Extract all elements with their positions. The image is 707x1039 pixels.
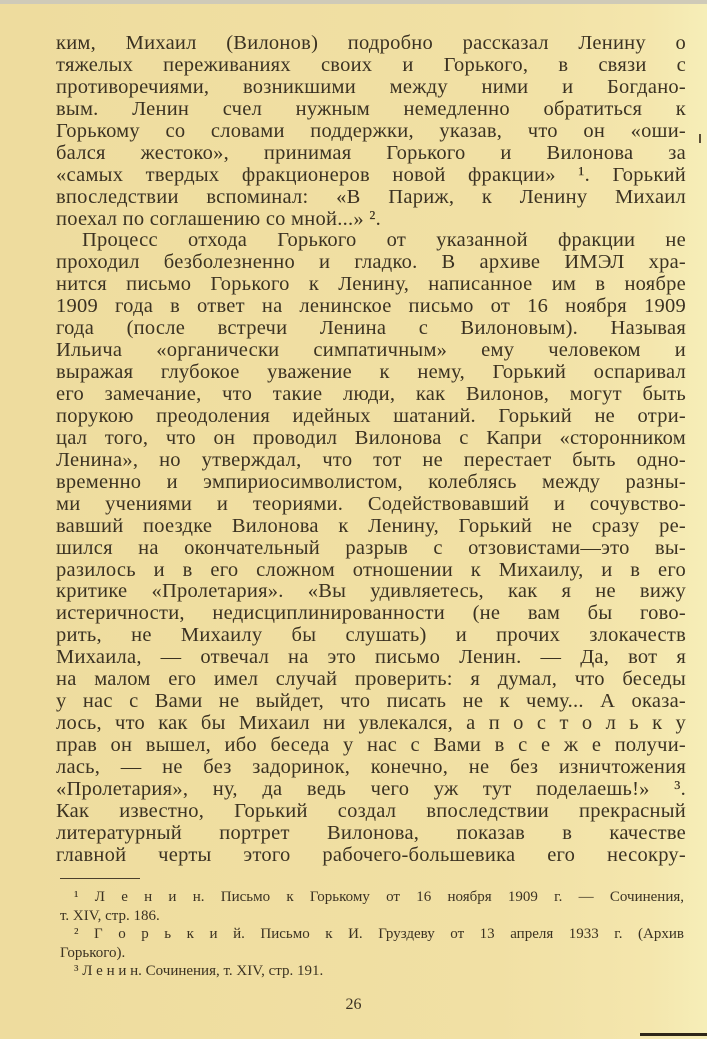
text-line: рить, не Михаилу бы слушать) и прочих злокачеств: [56, 624, 686, 647]
page-number: 26: [345, 996, 362, 1013]
text-line: у нас с Вами не выйдет, что писать не к чему... А оказа-: [56, 690, 686, 713]
text-line: лась, — не без задоринок, конечно, не без изничтожения: [56, 755, 686, 778]
text-line: проходил безболезненно и гладко. В архиве ИМЭЛ хра-: [56, 251, 686, 274]
text-line: критике «Пролетария». «Вы удивляетесь, как я не вижу: [56, 580, 686, 603]
scan-top-edge: [0, 0, 707, 4]
text-line: впоследствии вспоминал: «В Париж, к Ленину Михаил: [56, 185, 686, 208]
text-line: литературный портрет Вилонова, показав в качестве: [56, 821, 686, 844]
text-line: вавший поездке Вилонова к Ленину, Горький не сразу ре-: [56, 514, 686, 537]
footnotes: [60, 888, 684, 981]
footnote-line: ¹ Л е н и н. Письмо к Горькому от 16 ноября 1909 г. — Сочинения,: [74, 889, 684, 905]
text-line: Ильича «органически симпатичным» ему человеком и: [56, 339, 686, 362]
text-line: истеричности, недисциплинированности (не вам бы гово-: [56, 602, 686, 625]
text-line: прав он вышел, ибо беседа у нас с Вами в с е ж е получи-: [56, 734, 686, 756]
text-line: лось, что как бы Михаил ни увлекался, а п о с т о л ь к у: [56, 712, 686, 735]
footnote-line: ³ Л е н и н. Сочинения, т. XIV, стр. 191.: [74, 963, 324, 979]
text-line: ми учениями и теориями. Содействовавший и сочувство-: [56, 492, 686, 515]
text-line: противоречиями, возникшими между ними и Богдано-: [56, 75, 686, 98]
text-line: нится письмо Горького к Ленину, написанное им в ноябре: [56, 273, 686, 296]
text-line: главной черты этого рабочего-большевика его несокру-: [56, 843, 686, 866]
text-line: Процесс отхода Горького от указанной фракции не: [82, 229, 686, 252]
footnote-line: Горького).: [60, 944, 126, 961]
text-line: поехал по соглашению со мной...» ².: [56, 207, 381, 230]
main-text: [56, 33, 686, 867]
footnote-line: т. XIV, стр. 186.: [60, 907, 160, 924]
text-line: Как известно, Горький создал впоследствии прекрасный: [56, 799, 686, 822]
footnote-divider: [60, 878, 140, 879]
text-line: вым. Ленин счел нужным немедленно обратиться к: [56, 97, 686, 120]
text-line: бался жестоко», принимая Горького и Вилонова за: [56, 141, 686, 164]
text-line: Михаила, — отвечал на это письмо Ленин. — Да, вот я: [56, 646, 686, 669]
footnote-line: ² Г о р ь к и й. Письмо к И. Груздеву от 13 апреля 1933 г. (Архив: [74, 926, 684, 942]
text-line: выражая глубокое уважение к нему, Горький оспаривал: [56, 361, 686, 384]
text-line: цал того, что он проводил Вилонова с Капри «сторонником: [56, 426, 686, 449]
text-line: тяжелых переживаниях своих и Горького, в связи с: [56, 53, 686, 76]
text-line: порукою преодоления идейных шатаний. Горький не отри-: [56, 404, 686, 427]
text-line: шился на окончательный разрыв с отзовистами—это вы-: [56, 536, 686, 559]
text-line: ким, Михаил (Вилонов) подробно рассказал Ленину о: [56, 32, 686, 54]
text-line: на малом его имел случай проверить: я думал, что беседы: [56, 668, 686, 691]
text-line: разилось и в его сложном отношении к Михаилу, и в его: [56, 558, 686, 581]
text-line: «самых твердых фракционеров новой фракции» ¹. Горький: [56, 163, 686, 186]
text-line: «Пролетария», ну, да ведь чего уж тут поделаешь!» ³.: [56, 777, 686, 800]
text-line: Горькому со словами поддержки, указав, что он «оши-: [56, 119, 686, 142]
scan-bottom-edge: [640, 1033, 707, 1036]
text-line: временно и эмпириосимволистом, колеблясь между разны-: [56, 470, 686, 493]
text-line: его замечание, что такие люди, как Вилонов, могут быть: [56, 383, 686, 405]
text-line: Ленина», но утверждал, что тот не перестает быть одно-: [56, 448, 686, 471]
text-line: 1909 года в ответ на ленинское письмо от 16 ноября 1909: [56, 295, 686, 318]
text-line: года (после встречи Ленина с Вилоновым). Называя: [56, 317, 686, 340]
margin-mark: [699, 134, 701, 143]
